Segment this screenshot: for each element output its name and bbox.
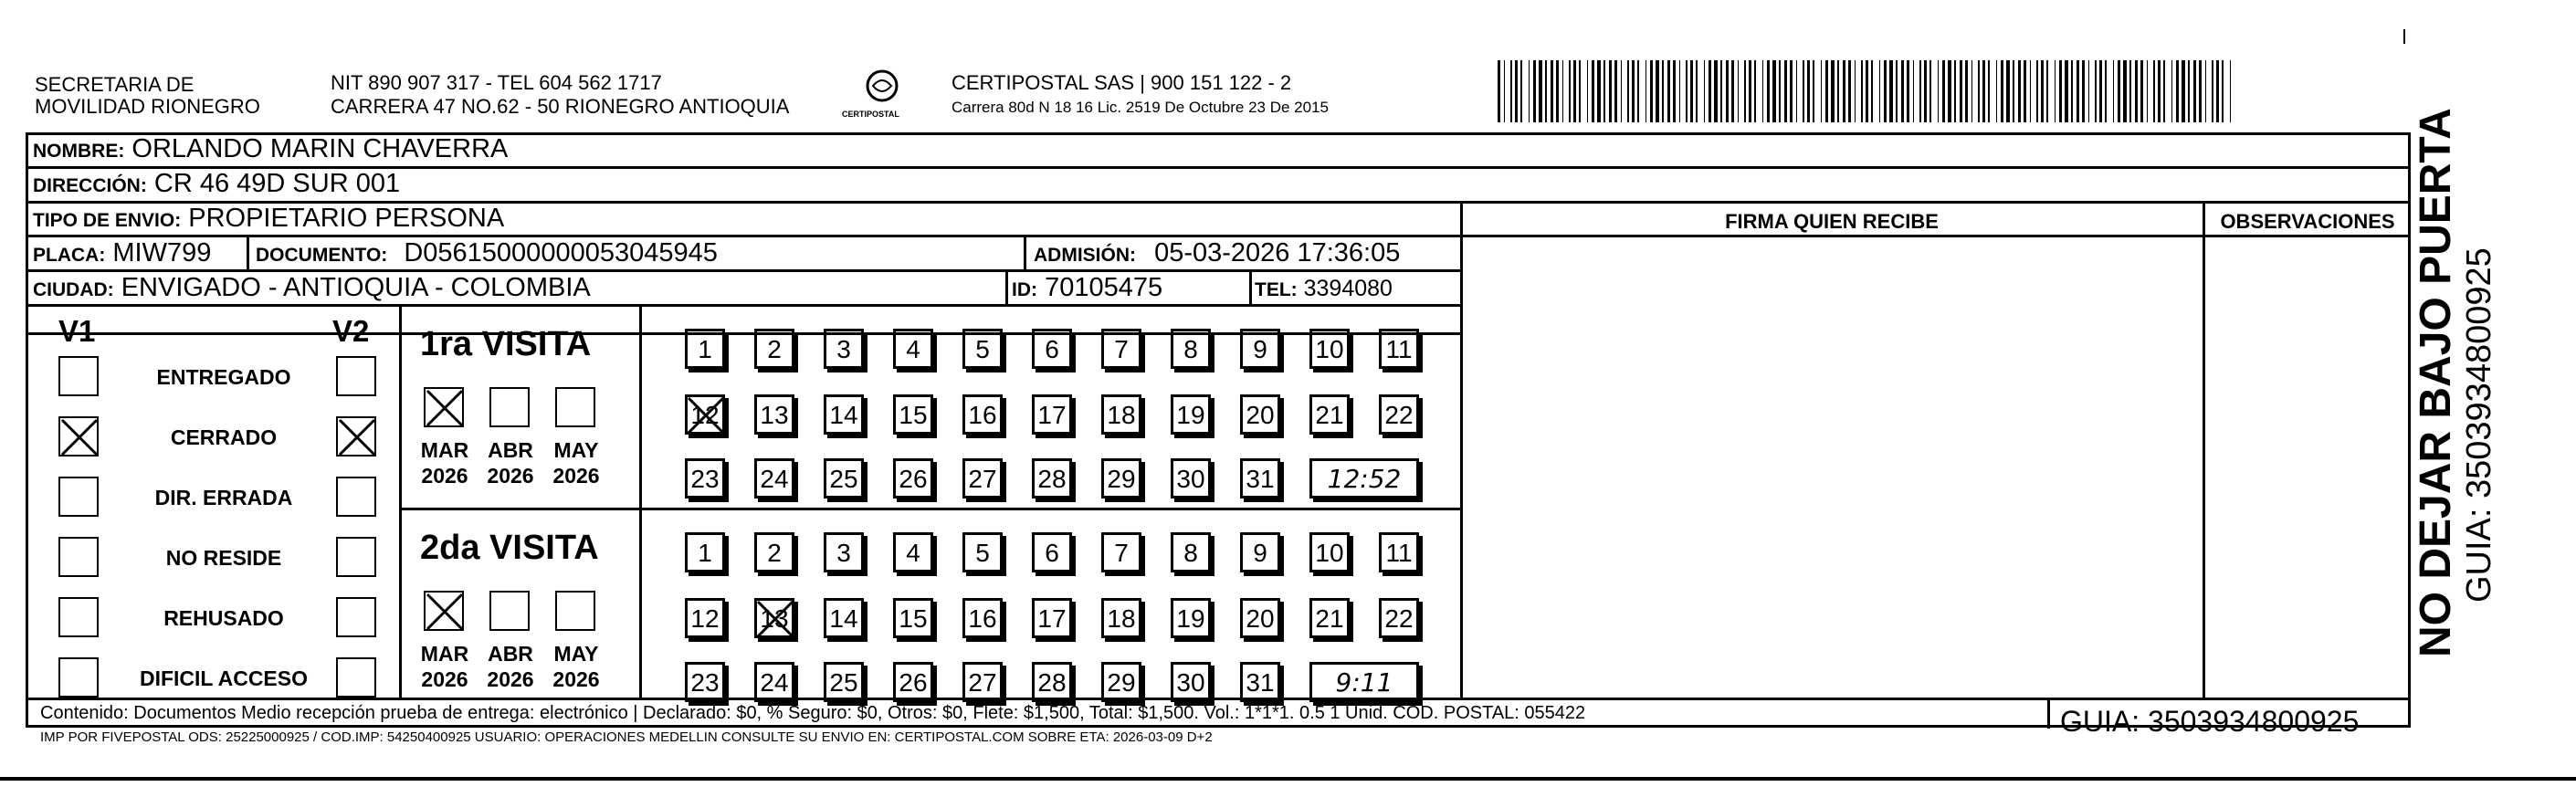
day-box[interactable]: 31 [1240,662,1280,702]
barcode-bar [1662,60,1664,122]
barcode-bar [1889,60,1893,122]
barcode-bar [1929,60,1931,122]
barcode-bar [1696,60,1698,122]
barcode-bar [2013,60,2014,122]
placa-label: PLACA: [33,245,106,266]
time-box[interactable]: 12:52 [1309,458,1419,498]
month-year: 2026 [487,667,534,691]
barcode-bar [1965,60,1968,122]
day-box[interactable]: 22 [1379,394,1419,435]
day-box[interactable]: 31 [1240,458,1280,498]
tel-label: TEL: [1255,279,1298,300]
id-row [1012,273,1162,303]
barcode-bar [2077,60,2079,122]
day-box[interactable]: 2 [754,329,794,369]
barcode-bar [2158,60,2161,122]
barcode-bar [1709,60,1711,122]
v2-checkbox[interactable] [336,537,376,577]
day-box[interactable]: 17 [1032,394,1072,435]
day-box[interactable]: 27 [962,662,1003,702]
barcode-bar [1603,60,1605,122]
day-box[interactable]: 3 [824,532,864,572]
month-label: MAR [420,438,469,462]
barcode-bar [2147,60,2148,122]
barcode-bar [1843,60,1845,122]
barcode-bar [2153,60,2155,122]
tel-value: 3394080 [1303,276,1393,301]
month-year: 2026 [487,464,534,488]
direccion-row [33,169,400,199]
barcode-bar [1837,60,1839,122]
barcode-bar [1813,60,1814,122]
barcode-bar [1848,60,1851,122]
barcode-bar [1938,60,1939,122]
ciudad-row [33,273,591,303]
barcode-bar [1573,60,1576,122]
barcode-bar [2129,60,2131,122]
barcode-bar [1731,60,1734,122]
carrier-name: CERTIPOSTAL SAS | 900 151 122 - 2 [952,71,1292,94]
observaciones-header: OBSERVACIONES [2220,210,2395,233]
barcode-bar [1754,60,1756,122]
barcode-bar [1942,60,1945,122]
day-box[interactable]: 4 [893,329,933,369]
barcode-bar [2163,60,2165,122]
day-box[interactable]: 1 [685,532,725,572]
day-box[interactable]: 8 [1171,329,1211,369]
day-box[interactable]: 20 [1240,394,1280,435]
day-box[interactable]: 10 [1309,329,1350,369]
day-box[interactable]: 23 [685,662,725,702]
barcode-bar [1772,60,1776,122]
day-box[interactable]: 17 [1032,598,1072,638]
logo-wordmark: CERTIPOSTAL [842,110,899,119]
tipo-value: PROPIETARIO PERSONA [188,204,505,233]
barcode-bar [2182,60,2185,122]
day-box[interactable]: 7 [1101,532,1141,572]
v1-checkbox[interactable] [58,356,99,396]
barcode-bar [2055,60,2056,122]
barcode-bar [2140,60,2143,122]
documento-label: DOCUMENTO: [256,245,388,266]
visit-title: 2da VISITA [420,529,599,567]
direccion-label: DIRECCIÓN: [33,175,147,196]
barcode-bar [1821,60,1822,122]
day-box[interactable]: 8 [1171,532,1211,572]
barcode-bar [1556,60,1559,122]
side-warning: NO DEJAR BAJO PUERTA [2412,108,2460,657]
month-label: MAY [553,642,599,666]
carrier-license: Carrera 80d N 18 16 Lic. 2519 De Octubre 23 De 2015 [952,99,1329,116]
barcode-bar [1614,60,1617,122]
barcode-bar [1749,60,1751,122]
day-box[interactable]: 13 [754,598,794,638]
month-label: ABR [488,642,533,666]
v2-check-mark [336,416,378,458]
day-box[interactable]: 29 [1101,458,1141,498]
id-value: 70105475 [1045,273,1163,302]
barcode [1498,60,2237,122]
v1-check-mark [58,416,100,458]
barcode-bar [2082,60,2085,122]
barcode-bar [1637,60,1639,122]
barcode-bar [1621,60,1622,122]
barcode-bar [2176,60,2179,122]
barcode-bar [2222,60,2224,122]
barcode-bar [2105,60,2107,122]
barcode-bar [1978,60,1980,122]
barcode-bar [1825,60,1828,122]
barcode-bar [1498,60,1500,122]
nombre-row [33,134,508,164]
month-year: 2026 [552,667,600,691]
bottom-rule [0,777,2576,781]
barcode-bar [2024,60,2026,122]
day-box[interactable]: 30 [1171,458,1211,498]
barcode-bar [1650,60,1653,122]
month-check-mark [424,387,466,429]
placa-row [33,238,211,268]
day-box[interactable]: 5 [962,329,1003,369]
status-label: ENTREGADO [156,365,291,389]
barcode-bar [1767,60,1770,122]
day-box[interactable]: 28 [1032,458,1072,498]
barcode-bar [2199,60,2202,122]
day-box[interactable]: 19 [1171,394,1211,435]
day-box[interactable]: 21 [1309,394,1350,435]
barcode-bar [1579,60,1581,122]
barcode-bar [1884,60,1887,122]
documento-row [256,238,718,268]
barcode-bar [1861,60,1863,122]
day-box[interactable]: 26 [893,662,933,702]
day-box[interactable]: 9 [1240,329,1280,369]
day-box[interactable]: 16 [962,394,1003,435]
day-box[interactable]: 27 [962,458,1003,498]
barcode-bar [1726,60,1729,122]
barcode-bar [1533,60,1536,122]
barcode-bar [2071,60,2073,122]
visit-title: 1ra VISITA [420,325,592,363]
barcode-bar [1645,60,1646,122]
month-year: 2026 [421,667,468,691]
barcode-bar [1632,60,1635,122]
barcode-bar [1720,60,1722,122]
day-box[interactable]: 20 [1240,598,1280,638]
barcode-bar [1779,60,1781,122]
barcode-bar [1762,60,1763,122]
barcode-bar [1551,60,1553,122]
month-checkbox[interactable] [555,387,595,427]
v1-label: V1 [58,314,96,348]
barcode-bar [1504,60,1505,122]
day-box[interactable]: 30 [1171,662,1211,702]
barcode-bar [1803,60,1804,122]
barcode-bar [1539,60,1542,122]
barcode-bar [2205,60,2206,122]
day-box[interactable]: 13 [754,394,794,435]
v1-checkbox[interactable] [58,657,99,698]
contenido-text: Contenido: Documentos Medio recepción prueba de entrega: electrónico | Declarado: $0, % Seguro: $0, Otros: $0, Flete: $1,500, Total: $1,500. Vol.: 1*1*1. 0.5 1 Unid. COD. POSTAL: 055422 [40,703,1586,723]
admision-value: 05-03-2026 17:36:05 [1154,238,1401,268]
barcode-bar [1529,60,1530,122]
barcode-bar [2123,60,2127,122]
v2-label: V2 [332,314,370,348]
imp-text: IMP POR FIVEPOSTAL ODS: 25225000925 / COD.IMP: 54250400925 USUARIO: OPERACIONES MEDELLIN CONSULTE SU ENVIO EN: CERTIPOSTAL.COM SOBRE ETA: 2026-03-09 D+2 [40,729,1213,745]
barcode-bar [2118,60,2120,122]
barcode-bar [1855,60,1856,122]
barcode-bar [1796,60,1797,122]
day-box[interactable]: 3 [824,329,864,369]
day-check-mark [685,394,727,436]
v1-checkbox[interactable] [58,477,99,517]
time-box[interactable]: 9:11 [1309,662,1419,702]
day-box[interactable]: 21 [1309,598,1350,638]
nombre-label: NOMBRE: [33,141,125,162]
barcode-bar [1592,60,1594,122]
day-check-mark [754,598,796,640]
sender-name-line1: SECRETARIA DE [35,73,195,96]
barcode-bar [2065,60,2068,122]
day-box[interactable]: 6 [1032,329,1072,369]
v2-checkbox[interactable] [336,597,376,637]
placa-value: MIW799 [112,238,212,268]
day-box[interactable]: 29 [1101,662,1141,702]
barcode-bar [1562,60,1563,122]
status-label: DIFICIL ACCESO [139,666,308,690]
day-box[interactable]: 1 [685,329,725,369]
month-checkbox[interactable] [555,591,595,631]
barcode-bar [1744,60,1746,122]
v1-checkbox[interactable] [58,537,99,577]
barcode-bar [1831,60,1835,122]
barcode-bar [1988,60,1990,122]
barcode-bar [1520,60,1522,122]
day-box[interactable]: 5 [962,532,1003,572]
v2-checkbox[interactable] [336,657,376,698]
sender-address: CARRERA 47 NO.62 - 50 RIONEGRO ANTIOQUIA [331,95,790,118]
barcode-bar [2046,60,2048,122]
barcode-bar [1907,60,1909,122]
day-box[interactable]: 22 [1379,598,1419,638]
day-box[interactable]: 14 [824,598,864,638]
day-box[interactable]: 18 [1101,394,1141,435]
barcode-bar [2113,60,2114,122]
day-box[interactable]: 2 [754,532,794,572]
firma-header: FIRMA QUIEN RECIBE [1725,210,1939,233]
status-label: DIR. ERRADA [154,486,293,509]
tipo-label: TIPO DE ENVIO: [33,210,182,231]
status-label: CERRADO [170,425,278,449]
day-box[interactable]: 26 [893,458,933,498]
barcode-bar [1673,60,1676,122]
barcode-bar [2188,60,2190,122]
day-box[interactable]: 11 [1379,329,1419,369]
barcode-bar [1784,60,1787,122]
barcode-bar [2001,60,2003,122]
barcode-bar [2099,60,2102,122]
v1-checkbox[interactable] [58,597,99,637]
barcode-bar [1627,60,1629,122]
admision-label: ADMISIÓN: [1034,245,1136,266]
day-box[interactable]: 11 [1379,532,1419,572]
barcode-bar [1714,60,1718,122]
status-label: NO RESIDE [165,546,282,570]
month-check-mark [424,591,466,633]
scan-mark [2403,29,2405,44]
day-box[interactable]: 23 [685,458,725,498]
barcode-bar [1679,60,1680,122]
day-box[interactable]: 16 [962,598,1003,638]
day-box[interactable]: 6 [1032,532,1072,572]
barcode-bar [2018,60,2021,122]
barcode-bar [1545,60,1547,122]
day-box[interactable]: 12 [685,598,725,638]
barcode-bar [2230,60,2231,122]
day-box[interactable]: 4 [893,532,933,572]
barcode-bar [1982,60,1985,122]
barcode-bar [2036,60,2038,122]
id-label: ID: [1012,279,1037,300]
barcode-bar [2216,60,2219,122]
barcode-bar [1871,60,1873,122]
day-box[interactable]: 10 [1309,532,1350,572]
barcode-bar [1901,60,1904,122]
nombre-value: ORLANDO MARIN CHAVERRA [131,134,509,163]
tel-row [1255,276,1393,302]
month-year: 2026 [421,464,468,488]
barcode-bar [2193,60,2196,122]
barcode-bar [1948,60,1951,122]
day-box[interactable]: 24 [754,662,794,702]
barcode-bar [1896,60,1898,122]
day-box[interactable]: 18 [1101,598,1141,638]
barcode-bar [2171,60,2172,122]
v2-checkbox[interactable] [336,356,376,396]
ciudad-label: CIUDAD: [33,279,114,300]
barcode-bar [2006,60,2010,122]
month-label: MAY [553,438,599,462]
barcode-bar [1738,60,1739,122]
barcode-bar [1656,60,1659,122]
barcode-bar [1597,60,1601,122]
barcode-bar [1569,60,1571,122]
barcode-bar [1996,60,1997,122]
barcode-bar [1686,60,1688,122]
barcode-bar [2059,60,2062,122]
day-box[interactable]: 15 [893,598,933,638]
barcode-bar [1807,60,1810,122]
month-label: ABR [488,438,533,462]
day-box[interactable]: 28 [1032,662,1072,702]
barcode-bar [1704,60,1705,122]
v2-checkbox[interactable] [336,477,376,517]
admision-row [1034,238,1400,268]
ciudad-value: ENVIGADO - ANTIOQUIA - COLOMBIA [121,273,591,302]
barcode-bar [1587,60,1588,122]
barcode-bar [2135,60,2138,122]
barcode-bar [2212,60,2213,122]
barcode-bar [1919,60,1921,122]
barcode-bar [1879,60,1880,122]
barcode-bar [2095,60,2097,122]
day-box[interactable]: 19 [1171,598,1211,638]
sender-nit: NIT 890 907 317 - TEL 604 562 1717 [331,71,662,94]
barcode-bar [1609,60,1612,122]
side-guia: GUIA: 3503934800925 [2460,247,2498,603]
barcode-bar [1690,60,1693,122]
barcode-bar [2088,60,2089,122]
barcode-bar [1510,60,1512,122]
barcode-bar [1790,60,1793,122]
day-box[interactable]: 9 [1240,532,1280,572]
sender-name-line2: MOVILIDAD RIONEGRO [35,95,260,118]
direccion-value: CR 46 49D SUR 001 [153,169,401,198]
barcode-bar [1667,60,1670,122]
certipostal-logo [840,66,931,124]
barcode-bar [1954,60,1956,122]
barcode-bar [1971,60,1972,122]
barcode-bar [1960,60,1962,122]
month-label: MAR [420,642,469,666]
documento-value: D05615000000053045945 [404,238,718,268]
day-box[interactable]: 24 [754,458,794,498]
month-year: 2026 [552,464,600,488]
month-checkbox[interactable] [489,387,530,427]
day-box[interactable]: 7 [1101,329,1141,369]
day-box[interactable]: 15 [893,394,933,435]
day-box[interactable]: 14 [824,394,864,435]
day-box[interactable]: 25 [824,458,864,498]
status-label: REHUSADO [163,606,284,630]
barcode-bar [2041,60,2044,122]
barcode-bar [1913,60,1914,122]
barcode-bar [1866,60,1868,122]
day-box[interactable]: 12 [685,394,725,435]
tipo-row [33,204,504,234]
barcode-bar [2030,60,2031,122]
barcode-bar [1924,60,1927,122]
month-checkbox[interactable] [489,591,530,631]
barcode-bar [1515,60,1518,122]
footer-guia: GUIA: 3503934800925 [2060,705,2360,738]
day-box[interactable]: 25 [824,662,864,702]
